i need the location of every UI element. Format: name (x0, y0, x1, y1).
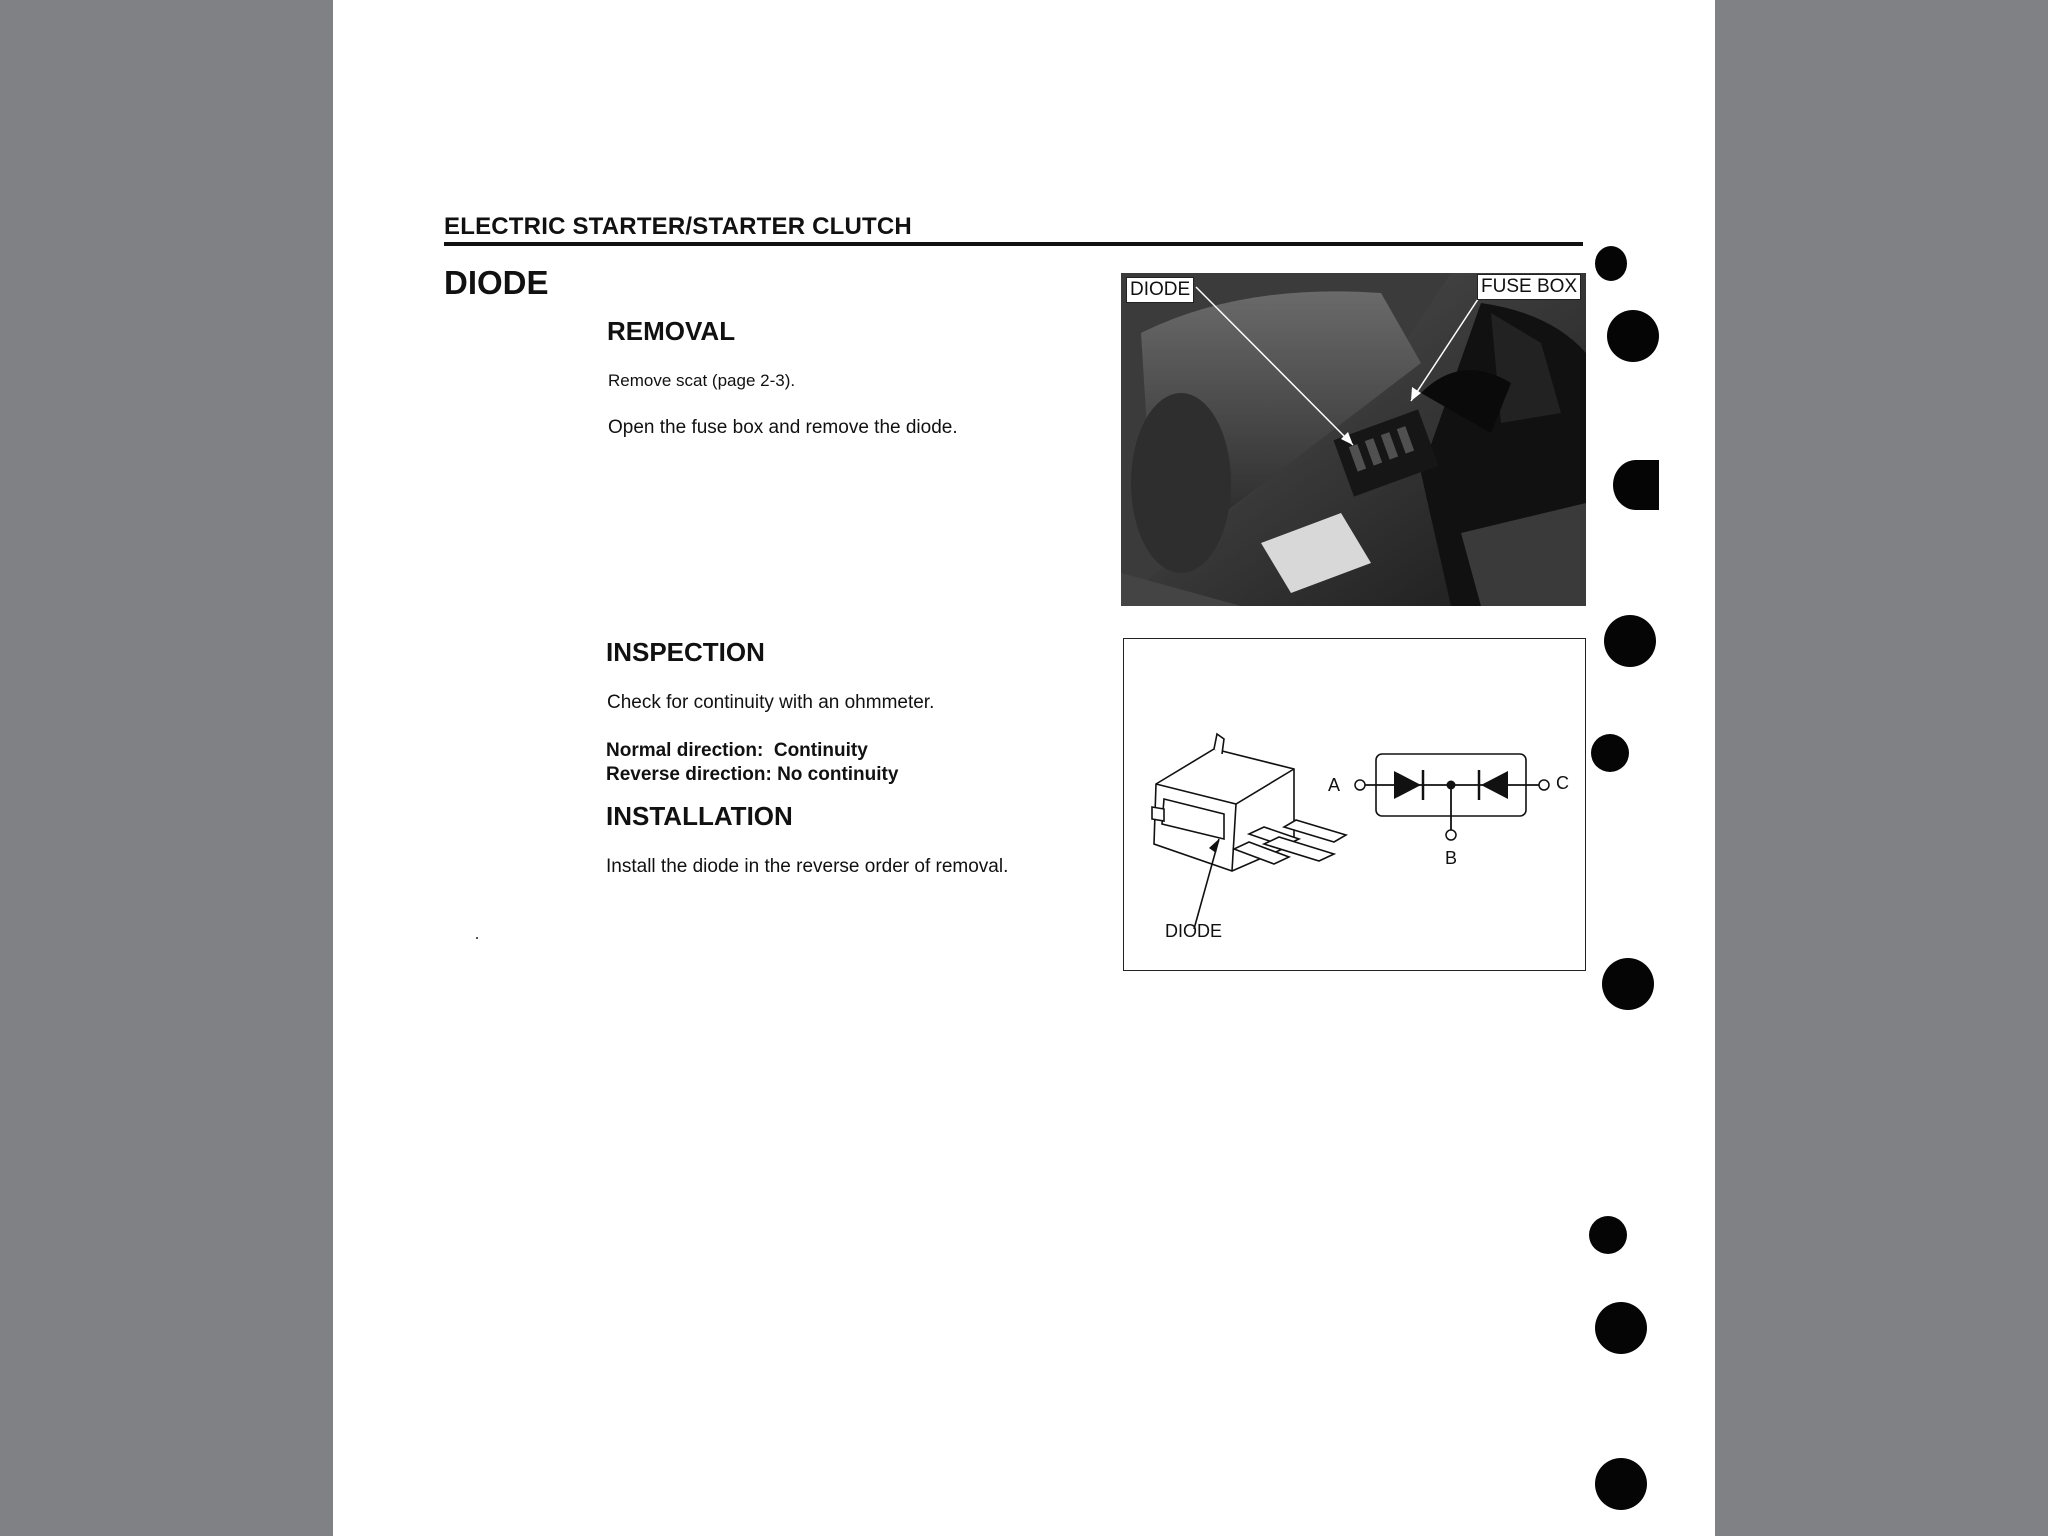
punch-hole (1591, 734, 1629, 772)
fuse-box-photo (1121, 273, 1586, 606)
punch-hole (1604, 615, 1656, 667)
removal-step-1: Remove scat (page 2-3). (608, 371, 796, 390)
punch-hole (1595, 246, 1627, 281)
diagram-diode-label: DIODE (1165, 921, 1223, 941)
removal-step-2: Open the fuse box and remove the diode. (608, 417, 958, 438)
punch-hole (1595, 1302, 1647, 1354)
terminal-c-label: C (1556, 773, 1569, 793)
installation-text: Install the diode in the reverse order of removal. (606, 856, 1009, 877)
chapter-title: ELECTRIC STARTER/STARTER CLUTCH (444, 213, 912, 240)
section-title: DIODE (444, 264, 549, 301)
punch-hole (1595, 1458, 1647, 1510)
punch-hole (1589, 1216, 1627, 1254)
continuity-spec (606, 739, 898, 787)
installation-heading: INSTALLATION (606, 801, 793, 831)
punch-hole (1607, 310, 1659, 362)
header-rule (444, 242, 1583, 246)
photo-diode-callout: DIODE (1126, 277, 1194, 303)
normal-direction-spec: Normal direction: Continuity (606, 740, 868, 761)
photo-illustration (1121, 273, 1586, 606)
manual-page (333, 0, 1715, 1536)
diode-diagram (1123, 638, 1586, 971)
terminal-a-label: A (1328, 775, 1341, 795)
punch-hole (1602, 958, 1654, 1010)
inspection-text: Check for continuity with an ohmmeter. (607, 692, 935, 713)
removal-heading: REMOVAL (607, 316, 736, 346)
print-speck (476, 937, 478, 939)
inspection-heading: INSPECTION (606, 637, 765, 667)
photo-fuse-box-callout: FUSE BOX (1477, 274, 1581, 300)
terminal-b-label: B (1445, 848, 1458, 868)
reverse-direction-spec: Reverse direction: No continuity (606, 764, 899, 785)
punch-hole (1613, 460, 1659, 510)
diode-part-drawing (1152, 734, 1346, 871)
